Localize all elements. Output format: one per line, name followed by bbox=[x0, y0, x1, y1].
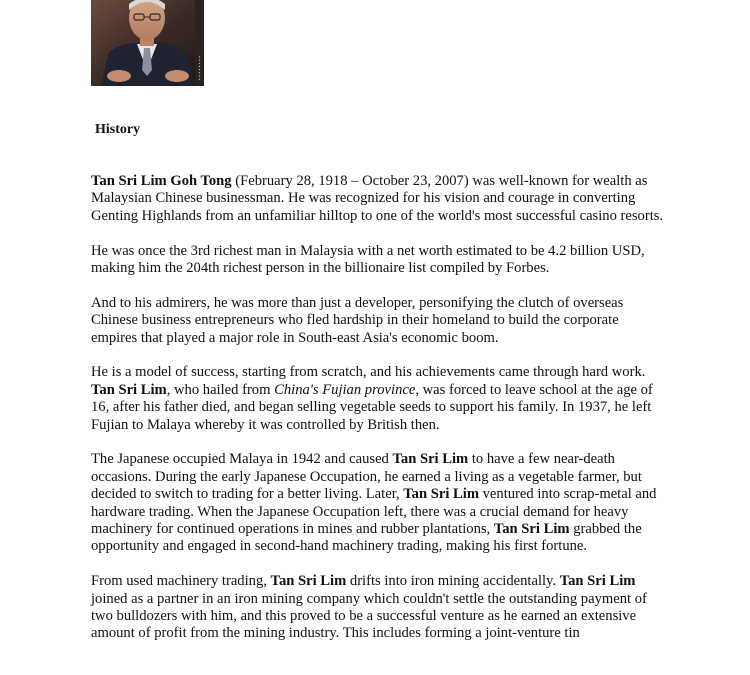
text-run: (February 28, 1918 – October 23, 2007) was well-known for wealth as Malaysian Chinese businessman. He was recognized for his vision and courage in converting Genting Highlands from an unfamiliar hilltop to one of the world's most successful casino resorts. bbox=[91, 173, 664, 224]
text-run: joined as a partner in an iron mining company which couldn't settle the outstanding payment of two bulldozers with him, and this proved to be a successful venture as he earned an extensive amount of profit from the mining industry. This includes forming a joint-venture tin bbox=[91, 590, 647, 642]
text-run: ventured into scrap-metal and hardware trading. When the Japanese Occupation left, there was a crucial demand for heavy machinery for continued operations in mines and rubber plantations, bbox=[91, 486, 657, 538]
portrait-photo bbox=[91, 0, 204, 86]
svg-text:▪ ▪ ▪ ▪ ▪ ▪ ▪ ▪: ▪ ▪ ▪ ▪ ▪ ▪ ▪ ▪ bbox=[197, 56, 203, 80]
text-run: From used machinery trading, bbox=[91, 573, 271, 590]
paragraph bbox=[91, 364, 666, 434]
text-run: He is a model of success, starting from scratch, and his achievements came through hard work. bbox=[91, 364, 646, 381]
article-body bbox=[91, 173, 666, 660]
text-run: , was forced to leave school at the age of 16, after his father died, and began selling vegetable seeds to support his family. In 1937, he left Fujian to Malaya whereby it was controlled by British then. bbox=[91, 381, 653, 433]
bold-name: Tan Sri Lim bbox=[392, 451, 469, 468]
text-run: to have a few near-death occasions. During the early Japanese Occupation, he earned a living as a vegetable farmer, but decided to switch to trading for a better living. Later, bbox=[91, 451, 642, 503]
bold-name: Tan Sri Lim bbox=[493, 521, 570, 538]
paragraph bbox=[91, 451, 666, 555]
text-run: And to his admirers, he was more than just a developer, personifying the clutch of overseas Chinese business entrepreneurs who fled hardship in their homeland to build the corporate empires that played a major role in South-east Asia's economic boom. bbox=[91, 294, 624, 346]
text-run: drifts into iron mining accidentally. bbox=[346, 573, 560, 590]
paragraph bbox=[91, 243, 666, 278]
bold-name: Tan Sri Lim Goh Tong bbox=[91, 173, 232, 189]
bold-name: Tan Sri Lim bbox=[559, 573, 636, 590]
paragraph bbox=[91, 295, 666, 347]
text-run: The Japanese occupied Malaya in 1942 and caused bbox=[91, 451, 393, 468]
bold-name: Tan Sri Lim bbox=[270, 573, 347, 590]
bold-name: Tan Sri Lim bbox=[91, 381, 167, 398]
text-run: He was once the 3rd richest man in Malaysia with a net worth estimated to be 4.2 billion USD, making him the 204th richest person in the billionaire list compiled by Forbes. bbox=[91, 242, 645, 277]
section-heading: History bbox=[95, 122, 141, 137]
portrait-image bbox=[91, 0, 204, 86]
paragraph bbox=[91, 573, 666, 643]
text-run: grabbed the opportunity and engaged in second-hand machinery trading, making his first fortune. bbox=[91, 521, 642, 555]
bold-name: Tan Sri Lim bbox=[403, 486, 479, 503]
paragraph bbox=[91, 173, 666, 225]
italic-text: China's Fujian province bbox=[274, 381, 416, 398]
text-run: , who hailed from bbox=[166, 381, 275, 398]
